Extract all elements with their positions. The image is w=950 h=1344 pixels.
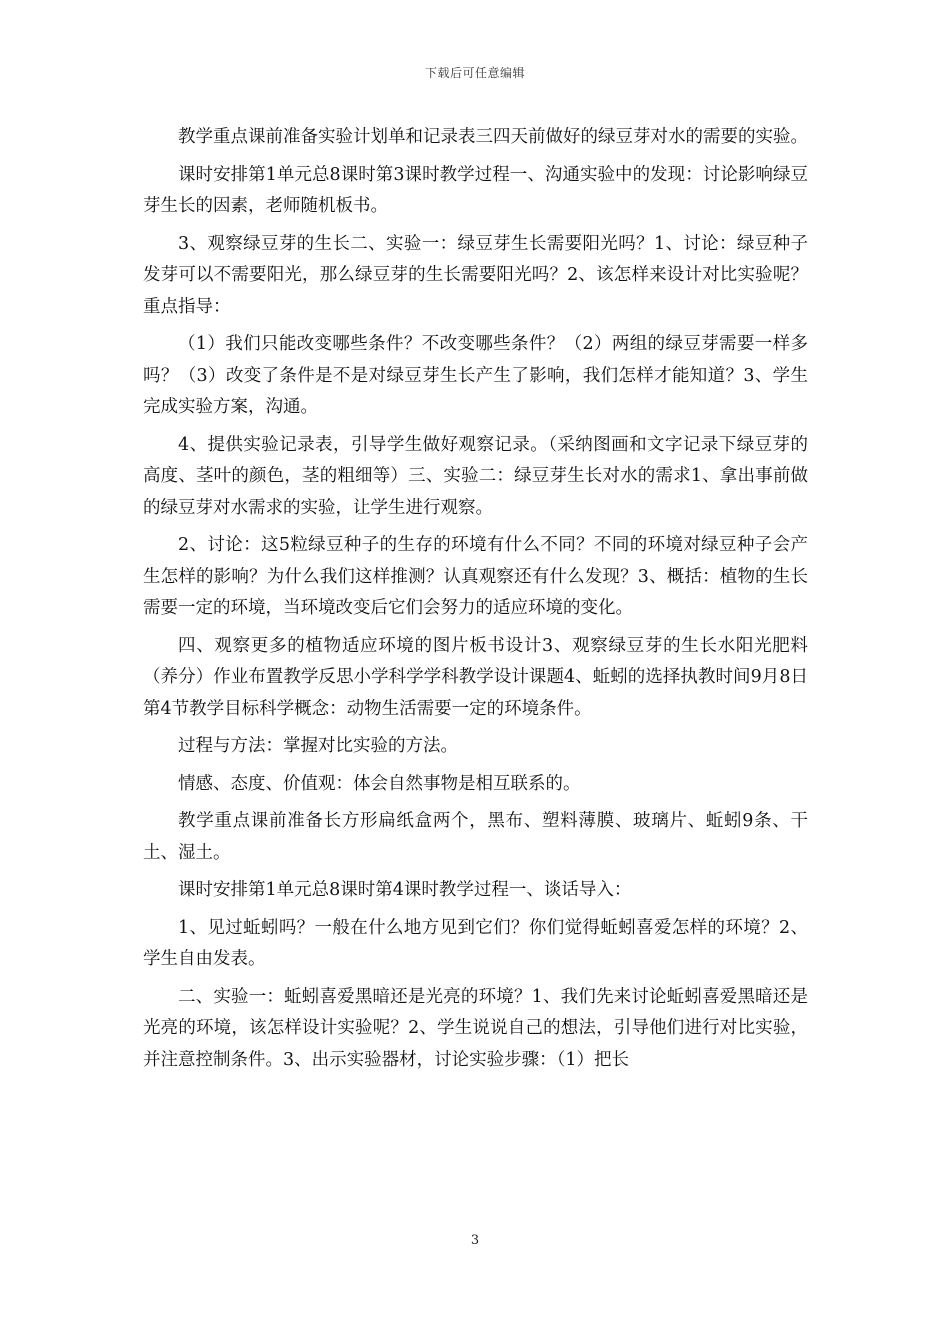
paragraph-10: 教学重点课前准备长方形扁纸盒两个，黑布、塑料薄膜、玻璃片、蚯蚓9条、干土、湿土。 [143,811,808,863]
paragraph-9: 情感、态度、价值观：体会自然事物是相互联系的。 [178,773,581,794]
paragraph-5: 4、提供实验记录表，引导学生做好观察记录。（采纳图画和文字记录下绿豆芽的高度、茎叶的颜色，茎的粗细等）三、实验二：绿豆芽生长对水的需求1、拿出事前做的绿豆芽对水需求的实验，让学生进行观察。 [143,434,808,518]
document-body [143,122,808,1082]
paragraph-6: 2、讨论：这5粒绿豆种子的生存的环境有什么不同？不同的环境对绿豆种子会产生怎样的影响？为什么我们这样推测？认真观察还有什么发现？3、概括：植物的生长需要一定的环境，当环境改变后它们会努力的适应环境的变化。 [143,535,808,618]
paragraph-7: 四、观察更多的植物适应环境的图片板书设计3、观察绿豆芽的生长水阳光肥料（养分）作业布置教学反思小学科学学科教学设计课题4、蚯蚓的选择执教时间9月8日第4节教学目标科学概念：动物生活需要一定的环境条件。 [143,635,808,719]
paragraph-11: 课时安排第1单元总8课时第4课时教学过程一、谈话导入： [178,880,632,900]
paragraph-8: 过程与方法：掌握对比实验的方法。 [178,736,458,756]
paragraph-13: 二、实验一：蚯蚓喜爱黑暗还是光亮的环境？1、我们先来讨论蚯蚓喜爱黑暗还是光亮的环境，该怎样设计实验呢？2、学生说说自己的想法，引导他们进行对比实验，并注意控制条件。3、出示实验器材，讨论实验步骤：（1）把长 [143,986,808,1070]
paragraph-2: 课时安排第1单元总8课时第3课时教学过程一、沟通实验中的发现：讨论影响绿豆芽生长的因素，老师随机板书。 [143,164,808,216]
page-number: 3 [470,1233,480,1248]
paragraph-4: （1）我们只能改变哪些条件？不改变哪些条件？（2）两组的绿豆芽需要一样多吗？（3）改变了条件是不是对绿豆芽生长产生了影响，我们怎样才能知道？3、学生完成实验方案，沟通。 [143,334,808,417]
paragraph-1: 教学重点课前准备实验计划单和记录表三四天前做好的绿豆芽对水的需要的实验。 [178,127,808,147]
paragraph-12: 1、见过蚯蚓吗？一般在什么地方见到它们？你们觉得蚯蚓喜爱怎样的环境？2、学生自由发表。 [143,917,808,969]
page-header: 下载后可任意编辑 [424,66,525,80]
paragraph-3: 3、观察绿豆芽的生长二、实验一：绿豆芽生长需要阳光吗？1、讨论：绿豆种子发芽可以不需要阳光，那么绿豆芽的生长需要阳光吗？2、该怎样来设计对比实验呢？重点指导： [143,233,808,317]
